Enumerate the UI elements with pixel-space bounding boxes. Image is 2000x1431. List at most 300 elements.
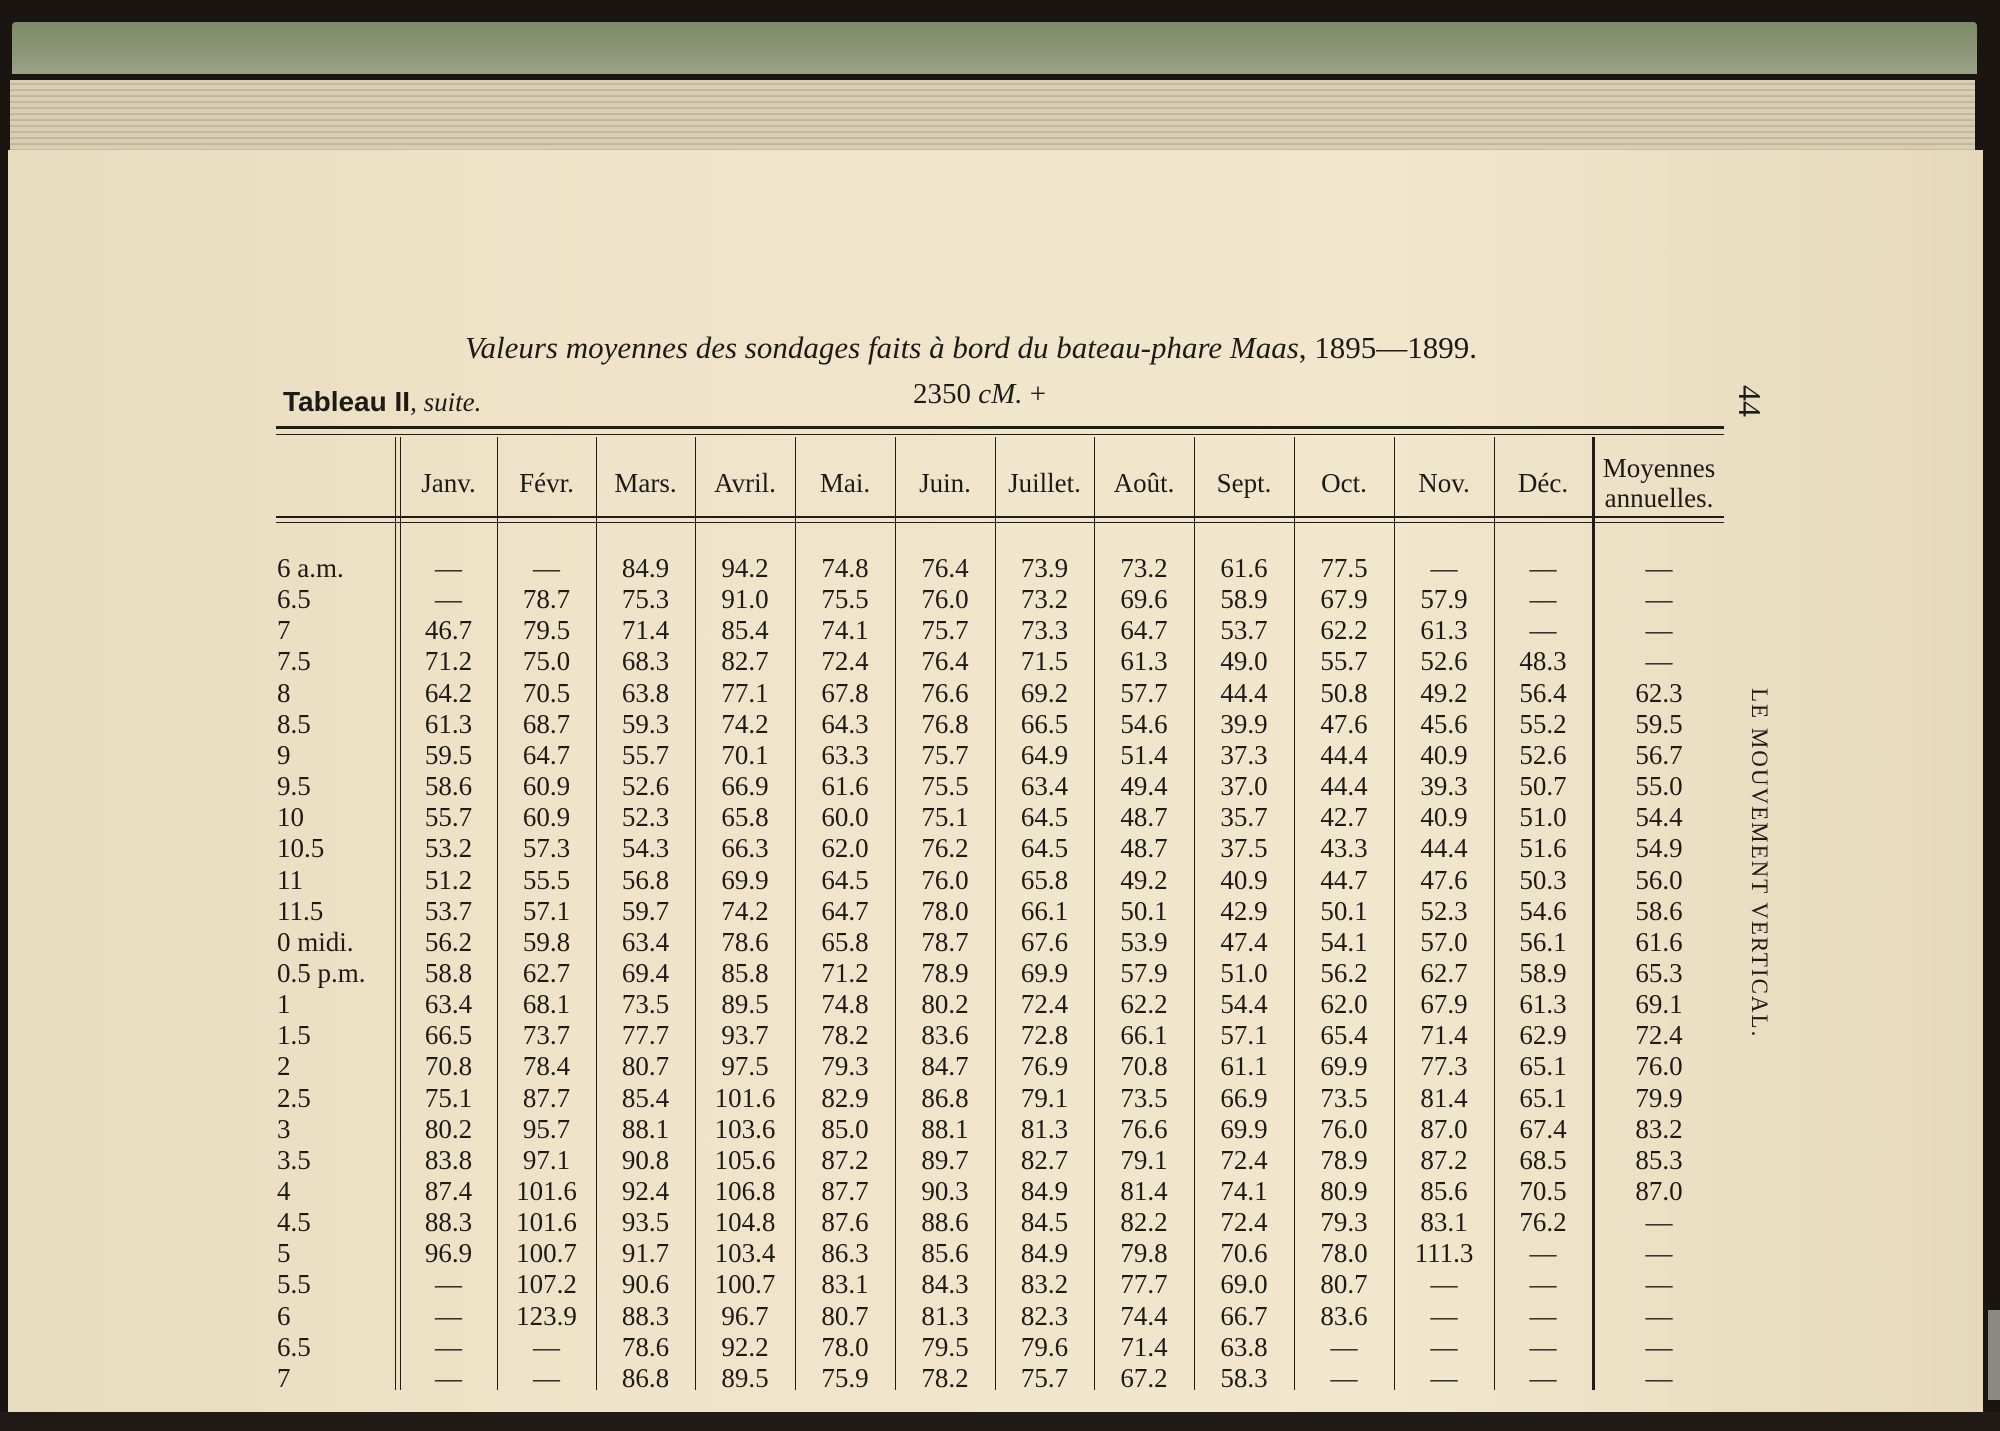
table-cell: 71.4 bbox=[1120, 1331, 1168, 1362]
table-cell: 101.6 bbox=[516, 1207, 577, 1238]
table-cell: 59.8 bbox=[522, 926, 571, 957]
table-row bbox=[0, 1083, 1800, 1114]
table-cell: 69.9 bbox=[1320, 1051, 1368, 1082]
table-cell: — bbox=[533, 553, 560, 583]
table-cell: 75.5 bbox=[821, 584, 869, 615]
table-cell: 55.0 bbox=[1635, 771, 1683, 802]
table-cell: 84.3 bbox=[921, 1269, 969, 1300]
table-cell: 88.3 bbox=[424, 1207, 473, 1238]
table-row bbox=[0, 584, 1800, 615]
table-cell: — bbox=[435, 553, 462, 583]
table-cell: — bbox=[1529, 584, 1557, 615]
table-cell: 78.7 bbox=[921, 926, 969, 957]
table-cell: 62.7 bbox=[522, 957, 571, 988]
table-cell: — bbox=[1529, 553, 1557, 583]
table-cell: 70.6 bbox=[1220, 1238, 1268, 1269]
table-cell: 107.2 bbox=[516, 1269, 577, 1300]
table-label-bold: Tableau II bbox=[283, 386, 411, 417]
table-cell: 48.3 bbox=[1519, 646, 1567, 677]
table-cell: 86.8 bbox=[621, 1362, 670, 1393]
row-time-label: 6.5 bbox=[277, 584, 311, 615]
table-cell: 75.9 bbox=[821, 1362, 869, 1393]
table-cell: 82.9 bbox=[821, 1082, 869, 1113]
table-cell: 62.7 bbox=[1420, 957, 1468, 988]
table-cell: 73.3 bbox=[1020, 615, 1069, 646]
table-cell: 56.0 bbox=[1635, 864, 1683, 895]
table-row bbox=[0, 1051, 1800, 1082]
table-cell: 64.9 bbox=[1020, 739, 1069, 770]
table-cell: 76.0 bbox=[921, 864, 969, 895]
row-time-label: 4.5 bbox=[277, 1207, 311, 1238]
table-cell: 55.7 bbox=[424, 802, 473, 833]
table-cell: 80.9 bbox=[1320, 1176, 1368, 1206]
unit-label: cM. bbox=[978, 378, 1023, 410]
table-cell: 80.7 bbox=[621, 1051, 670, 1082]
table-cell: 90.6 bbox=[621, 1269, 670, 1300]
table-cell: 77.7 bbox=[621, 1020, 670, 1051]
table-cell: 86.3 bbox=[821, 1238, 869, 1269]
table-cell: 69.1 bbox=[1635, 989, 1683, 1020]
table-cell: 56.2 bbox=[1320, 957, 1368, 988]
table-row bbox=[0, 1020, 1800, 1051]
table-cell: 61.3 bbox=[1120, 646, 1168, 677]
row-time-label: 9 bbox=[277, 739, 291, 770]
table-cell: 52.6 bbox=[621, 771, 670, 802]
table-cell: 87.0 bbox=[1420, 1113, 1468, 1144]
table-cell: 56.2 bbox=[424, 926, 473, 957]
table-cell: 81.3 bbox=[921, 1300, 969, 1331]
row-time-label: 1 bbox=[277, 989, 291, 1020]
table-cell: — bbox=[1529, 615, 1557, 646]
table-cell: 44.4 bbox=[1320, 771, 1368, 802]
table-cell: 66.7 bbox=[1220, 1300, 1268, 1331]
table-cell: 45.6 bbox=[1420, 708, 1468, 739]
table-cell: 95.7 bbox=[522, 1113, 571, 1144]
table-cell: 57.9 bbox=[1420, 584, 1468, 615]
table-cell: 51.4 bbox=[1120, 739, 1168, 770]
table-cell: 54.1 bbox=[1320, 926, 1368, 957]
top-rule bbox=[276, 426, 1724, 429]
row-time-label: 10.5 bbox=[277, 833, 325, 864]
page-number: 44 bbox=[1732, 385, 1768, 417]
row-time-label: 2.5 bbox=[277, 1082, 311, 1113]
table-cell: 78.2 bbox=[821, 1020, 869, 1051]
table-cell: 62.0 bbox=[1320, 989, 1368, 1020]
table-cell: 88.3 bbox=[621, 1300, 670, 1331]
table-cell: 79.3 bbox=[821, 1051, 869, 1082]
table-cell: 65.8 bbox=[821, 926, 869, 957]
row-time-label: 4 bbox=[277, 1176, 291, 1206]
table-cell: 69.4 bbox=[621, 957, 670, 988]
row-time-label: 8 bbox=[277, 677, 291, 708]
table-cell: — bbox=[1430, 1331, 1458, 1362]
table-cell: 42.7 bbox=[1320, 802, 1368, 833]
table-cell: 78.0 bbox=[821, 1331, 869, 1362]
table-cell: 78.7 bbox=[522, 584, 571, 615]
table-cell: 58.3 bbox=[1220, 1362, 1268, 1393]
table-cell: 77.5 bbox=[1320, 553, 1368, 583]
table-row bbox=[0, 771, 1800, 802]
table-cell: 64.5 bbox=[821, 864, 869, 895]
table-row bbox=[0, 646, 1800, 677]
table-cell: 84.9 bbox=[1020, 1238, 1069, 1269]
row-time-label: 7 bbox=[277, 1362, 291, 1393]
table-cell: 84.9 bbox=[621, 553, 670, 583]
table-cell: 50.7 bbox=[1519, 771, 1567, 802]
row-time-label: 0.5 p.m. bbox=[277, 957, 366, 988]
table-cell: 64.3 bbox=[821, 708, 869, 739]
col-header-dec: Déc. bbox=[1517, 468, 1569, 498]
col-header-oct: Oct. bbox=[1321, 468, 1367, 498]
table-cell: 105.6 bbox=[714, 1144, 776, 1175]
table-cell: 75.0 bbox=[522, 646, 571, 677]
table-cell: 87.7 bbox=[821, 1176, 869, 1206]
table-cell: 49.0 bbox=[1220, 646, 1268, 677]
table-cell: 61.3 bbox=[1420, 615, 1468, 646]
table-cell: 83.2 bbox=[1020, 1269, 1069, 1300]
table-cell: 78.9 bbox=[921, 957, 969, 988]
caption-years: , 1895—1899. bbox=[1298, 330, 1478, 365]
table-cell: 69.9 bbox=[1220, 1113, 1268, 1144]
table-cell: — bbox=[1645, 615, 1673, 646]
table-cell: 67.8 bbox=[821, 677, 869, 708]
table-cell: 72.4 bbox=[1635, 1020, 1683, 1051]
table-cell: 66.1 bbox=[1020, 895, 1069, 926]
table-cell: 73.9 bbox=[1020, 553, 1069, 583]
row-time-label: 10 bbox=[277, 802, 304, 833]
table-row bbox=[0, 1238, 1800, 1269]
table-cell: 63.4 bbox=[424, 989, 473, 1020]
table-cell: 37.3 bbox=[1220, 739, 1268, 770]
row-time-label: 5.5 bbox=[277, 1269, 311, 1300]
table-cell: 56.1 bbox=[1519, 926, 1567, 957]
table-cell: 101.6 bbox=[714, 1082, 776, 1113]
table-cell: 71.2 bbox=[821, 957, 869, 988]
table-cell: 78.9 bbox=[1320, 1144, 1368, 1175]
header-rule bbox=[276, 516, 1724, 518]
table-cell: 61.3 bbox=[424, 708, 473, 739]
col-header-mai: Mai. bbox=[819, 468, 871, 498]
row-time-label: 5 bbox=[277, 1238, 291, 1269]
table-cell: 93.7 bbox=[721, 1020, 769, 1051]
table-cell: 87.2 bbox=[821, 1144, 869, 1175]
table-cell: 75.3 bbox=[621, 584, 670, 615]
table-cell: 50.3 bbox=[1519, 864, 1567, 895]
table-cell: 80.7 bbox=[1320, 1269, 1368, 1300]
table-cell: 67.9 bbox=[1420, 989, 1468, 1020]
table-label-suffix: , suite. bbox=[410, 387, 482, 417]
table-cell: 79.3 bbox=[1320, 1207, 1368, 1238]
table-row bbox=[0, 833, 1800, 864]
table-cell: 37.0 bbox=[1220, 771, 1268, 802]
table-cell: 71.5 bbox=[1020, 646, 1069, 677]
table-cell: 53.9 bbox=[1120, 926, 1168, 957]
table-row bbox=[0, 709, 1800, 740]
table-row bbox=[0, 989, 1800, 1020]
table-cell: — bbox=[533, 1362, 560, 1393]
table-cell: 63.3 bbox=[821, 739, 869, 770]
table-cell: 76.0 bbox=[1635, 1051, 1683, 1082]
table-cell: 77.3 bbox=[1420, 1051, 1468, 1082]
table-cell: 72.4 bbox=[1020, 989, 1069, 1020]
table-cell: 47.6 bbox=[1420, 864, 1468, 895]
table-cell: 83.6 bbox=[1320, 1300, 1368, 1331]
table-cell: 76.0 bbox=[1320, 1113, 1368, 1144]
table-cell: 75.7 bbox=[921, 739, 969, 770]
table-cell: 63.4 bbox=[621, 926, 670, 957]
color-tab bbox=[1988, 1310, 2000, 1400]
col-header-fevr: Févr. bbox=[519, 468, 574, 498]
table-cell: 85.0 bbox=[821, 1113, 869, 1144]
table-cell: 50.8 bbox=[1320, 677, 1368, 708]
table-cell: 84.9 bbox=[1020, 1176, 1069, 1206]
table-cell: 50.1 bbox=[1320, 895, 1368, 926]
table-cell: — bbox=[1645, 584, 1673, 615]
table-cell: 44.7 bbox=[1320, 864, 1368, 895]
table-caption bbox=[465, 330, 1565, 366]
table-cell: 80.7 bbox=[821, 1300, 869, 1331]
table-cell: 35.7 bbox=[1220, 802, 1268, 833]
table-cell: 97.5 bbox=[721, 1051, 769, 1082]
table-cell: 73.5 bbox=[1320, 1082, 1368, 1113]
table-cell: 70.5 bbox=[522, 677, 571, 708]
table-cell: 61.3 bbox=[1519, 989, 1567, 1020]
table-cell: 63.8 bbox=[1220, 1331, 1268, 1362]
table-cell: 62.2 bbox=[1320, 615, 1368, 646]
table-cell: 91.7 bbox=[621, 1238, 670, 1269]
table-cell: 79.1 bbox=[1120, 1144, 1168, 1175]
table-cell: 60.9 bbox=[522, 802, 571, 833]
table-cell: 76.0 bbox=[921, 584, 969, 615]
table-cell: 76.9 bbox=[1020, 1051, 1069, 1082]
table-cell: 104.8 bbox=[714, 1207, 776, 1238]
table-cell: 68.1 bbox=[522, 989, 571, 1020]
table-cell: 88.6 bbox=[921, 1207, 969, 1238]
table-cell: — bbox=[1430, 1300, 1458, 1331]
table-cell: 88.1 bbox=[921, 1113, 969, 1144]
table-cell: 94.2 bbox=[721, 553, 769, 583]
table-cell: 83.2 bbox=[1635, 1113, 1683, 1144]
table-cell: 58.8 bbox=[424, 957, 473, 988]
table-cell: 66.3 bbox=[721, 833, 769, 864]
table-cell: 59.3 bbox=[621, 708, 670, 739]
table-cell: 78.6 bbox=[621, 1331, 670, 1362]
table-cell: 48.7 bbox=[1120, 802, 1168, 833]
table-cell: 101.6 bbox=[516, 1176, 577, 1206]
col-header-juin: Juin. bbox=[919, 468, 971, 498]
table-cell: 82.3 bbox=[1020, 1300, 1069, 1331]
table-cell: 65.3 bbox=[1635, 957, 1683, 988]
col-header-juillet: Juillet. bbox=[1008, 468, 1081, 498]
table-cell: 54.9 bbox=[1635, 833, 1683, 864]
row-time-label: 6 a.m. bbox=[277, 553, 344, 583]
table-cell: 52.3 bbox=[621, 802, 670, 833]
table-cell: 62.0 bbox=[821, 833, 869, 864]
table-cell: 61.6 bbox=[1635, 926, 1683, 957]
row-time-label: 6.5 bbox=[277, 1331, 311, 1362]
table-cell: 58.6 bbox=[424, 771, 473, 802]
table-cell: 39.9 bbox=[1220, 708, 1268, 739]
table-cell: 85.8 bbox=[721, 957, 769, 988]
table-cell: 76.6 bbox=[1120, 1113, 1168, 1144]
table-cell: 56.7 bbox=[1635, 739, 1683, 770]
table-cell: 51.2 bbox=[424, 864, 473, 895]
table-cell: 66.9 bbox=[1220, 1082, 1268, 1113]
table-cell: 53.7 bbox=[1220, 615, 1268, 646]
table-cell: 62.3 bbox=[1635, 677, 1683, 708]
table-cell: 48.7 bbox=[1120, 833, 1168, 864]
table-cell: 42.9 bbox=[1220, 895, 1268, 926]
running-head: LE MOUVEMENT VERTICAL. bbox=[1747, 688, 1772, 1039]
table-cell: 93.5 bbox=[621, 1207, 670, 1238]
table-cell: 64.7 bbox=[1120, 615, 1168, 646]
table-cell: 76.4 bbox=[921, 646, 969, 677]
table-cell: 66.9 bbox=[721, 771, 769, 802]
table-cell: — bbox=[1645, 646, 1673, 677]
table-row bbox=[0, 1176, 1800, 1207]
table-cell: 53.2 bbox=[424, 833, 473, 864]
row-time-label: 1.5 bbox=[277, 1020, 311, 1051]
table-row bbox=[0, 678, 1800, 709]
table-cell: 63.8 bbox=[621, 677, 670, 708]
table-cell: 75.1 bbox=[921, 802, 969, 833]
table-cell: 72.4 bbox=[1220, 1144, 1268, 1175]
table-cell: 55.2 bbox=[1519, 708, 1567, 739]
table-cell: 66.1 bbox=[1120, 1020, 1168, 1051]
table-cell: 53.7 bbox=[424, 895, 473, 926]
table-cell: 66.5 bbox=[1020, 708, 1069, 739]
table-cell: 73.7 bbox=[522, 1020, 571, 1051]
table-cell: 67.6 bbox=[1020, 926, 1069, 957]
table-cell: 83.1 bbox=[821, 1269, 869, 1300]
table-cell: 58.6 bbox=[1635, 895, 1683, 926]
table-cell: 63.4 bbox=[1020, 771, 1069, 802]
table-cell: 76.2 bbox=[921, 833, 969, 864]
table-cell: 37.5 bbox=[1220, 833, 1268, 864]
table-cell: 65.1 bbox=[1519, 1082, 1567, 1113]
table-cell: 49.2 bbox=[1420, 677, 1468, 708]
table-cell: 85.4 bbox=[621, 1082, 670, 1113]
row-time-label: 8.5 bbox=[277, 708, 311, 739]
table-cell: 78.0 bbox=[921, 895, 969, 926]
table-cell: 47.4 bbox=[1220, 926, 1268, 957]
row-time-label: 2 bbox=[277, 1051, 291, 1082]
table-cell: 71.4 bbox=[621, 615, 670, 646]
table-cell: 96.7 bbox=[721, 1300, 769, 1331]
table-cell: 97.1 bbox=[522, 1144, 571, 1175]
table-cell: 71.4 bbox=[1420, 1020, 1468, 1051]
table-cell: 75.1 bbox=[424, 1082, 473, 1113]
table-cell: 60.0 bbox=[821, 802, 869, 833]
table-cell: 61.1 bbox=[1220, 1051, 1268, 1082]
table-cell: 81.3 bbox=[1020, 1113, 1069, 1144]
table-cell: 92.4 bbox=[621, 1176, 670, 1206]
table-cell: 70.5 bbox=[1519, 1176, 1567, 1206]
table-cell: 59.5 bbox=[424, 739, 473, 770]
table-cell: 54.6 bbox=[1519, 895, 1567, 926]
table-cell: 57.7 bbox=[1120, 677, 1168, 708]
table-cell: 54.3 bbox=[621, 833, 670, 864]
table-cell: 111.3 bbox=[1414, 1238, 1474, 1269]
row-time-label: 11.5 bbox=[277, 895, 324, 926]
table-cell: 82.7 bbox=[721, 646, 769, 677]
table-cell: — bbox=[435, 584, 462, 615]
caption-text: Valeurs moyennes des sondages faits à bord du bateau-phare Maas bbox=[465, 330, 1299, 365]
table-cell: 79.9 bbox=[1635, 1082, 1683, 1113]
table-cell: 74.8 bbox=[821, 989, 869, 1020]
table-cell: 51.0 bbox=[1220, 957, 1268, 988]
table-cell: 83.1 bbox=[1420, 1207, 1468, 1238]
table-cell: 49.2 bbox=[1120, 864, 1168, 895]
table-cell: 74.2 bbox=[721, 708, 769, 739]
table-cell: 62.9 bbox=[1519, 1020, 1567, 1051]
table-row bbox=[0, 740, 1800, 771]
table-row bbox=[0, 1114, 1800, 1145]
row-time-label: 7.5 bbox=[277, 646, 311, 677]
table-cell: — bbox=[1430, 1362, 1458, 1393]
table-cell: — bbox=[435, 1300, 462, 1331]
table-cell: 69.6 bbox=[1120, 584, 1168, 615]
table-cell: 80.2 bbox=[424, 1113, 473, 1144]
table-cell: 84.7 bbox=[921, 1051, 969, 1082]
table-cell: 60.9 bbox=[522, 771, 571, 802]
col-header-janv: Janv. bbox=[421, 468, 476, 498]
col-header-mars: Mars. bbox=[614, 468, 677, 498]
table-cell: 103.6 bbox=[714, 1113, 776, 1144]
table-cell: 57.1 bbox=[1220, 1020, 1268, 1051]
table-cell: 74.1 bbox=[821, 615, 869, 646]
table-cell: 78.4 bbox=[522, 1051, 571, 1082]
table-cell: 77.7 bbox=[1120, 1269, 1168, 1300]
table-cell: 68.7 bbox=[522, 708, 571, 739]
table-cell: 74.8 bbox=[821, 553, 869, 583]
row-time-label: 11 bbox=[277, 864, 303, 895]
table-cell: 87.0 bbox=[1635, 1176, 1683, 1206]
table-cell: 72.4 bbox=[1220, 1207, 1268, 1238]
table-cell: 87.4 bbox=[424, 1176, 473, 1206]
table-cell: — bbox=[1645, 1238, 1673, 1269]
table-cell: 65.4 bbox=[1320, 1020, 1368, 1051]
table-cell: 56.4 bbox=[1519, 677, 1567, 708]
table-cell: — bbox=[1529, 1362, 1557, 1393]
table-cell: 67.2 bbox=[1120, 1362, 1168, 1393]
table-cell: — bbox=[1529, 1331, 1557, 1362]
table-cell: 68.3 bbox=[621, 646, 670, 677]
table-cell: 55.7 bbox=[621, 739, 670, 770]
table-cell: 74.2 bbox=[721, 895, 769, 926]
table-cell: 103.4 bbox=[714, 1238, 776, 1269]
table-cell: 82.7 bbox=[1020, 1144, 1069, 1175]
table-cell: 50.1 bbox=[1120, 895, 1168, 926]
bottom-shadow bbox=[0, 1412, 2000, 1431]
table-cell: 69.0 bbox=[1220, 1269, 1268, 1300]
table-cell: 87.7 bbox=[522, 1082, 571, 1113]
table-cell: 79.6 bbox=[1020, 1331, 1069, 1362]
table-cell: 75.7 bbox=[921, 615, 969, 646]
table-row bbox=[0, 1269, 1800, 1300]
table-cell: — bbox=[533, 1331, 560, 1362]
table-cell: 61.6 bbox=[821, 771, 869, 802]
table-cell: — bbox=[1529, 1300, 1557, 1331]
table-cell: 91.0 bbox=[721, 584, 769, 615]
table-cell: 68.5 bbox=[1519, 1144, 1567, 1175]
table-row bbox=[0, 927, 1800, 958]
table-cell: 77.1 bbox=[721, 677, 769, 708]
table-cell: 90.3 bbox=[921, 1176, 969, 1206]
table-cell: 51.6 bbox=[1519, 833, 1567, 864]
table-cell: — bbox=[1645, 1331, 1673, 1362]
table-cell: — bbox=[1645, 1269, 1673, 1300]
